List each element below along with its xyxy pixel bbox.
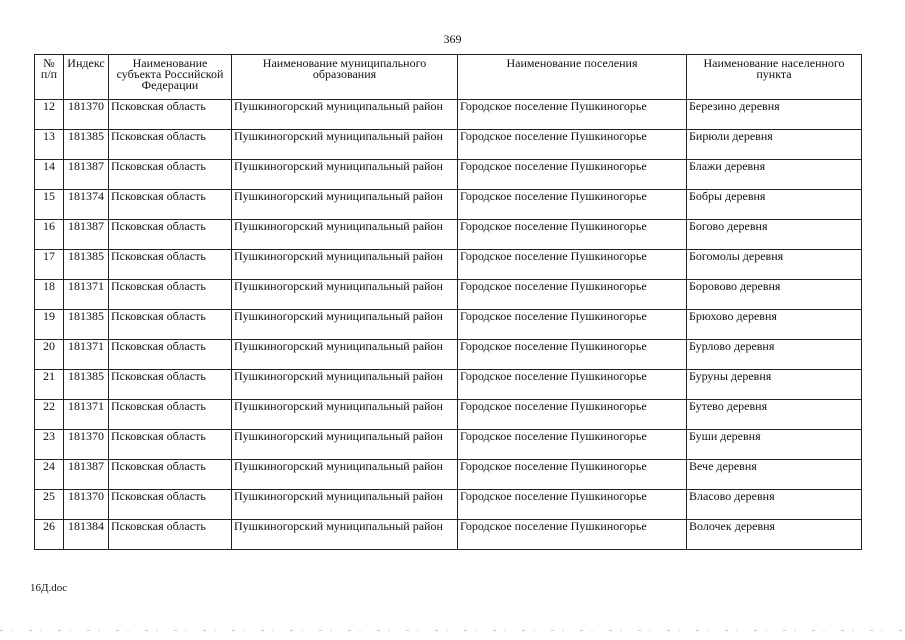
cell-index: 181387: [64, 160, 109, 190]
cell-subject: Псковская область: [109, 280, 232, 310]
cell-index: 181385: [64, 130, 109, 160]
header-municipality: Наименование муниципального образования: [232, 55, 458, 100]
header-index: Индекс: [64, 55, 109, 100]
cell-settlement: Городское поселение Пушкиногорье: [458, 280, 687, 310]
cell-municipality: Пушкиногорский муниципальный район: [232, 220, 458, 250]
cell-num: 24: [35, 460, 64, 490]
cell-subject: Псковская область: [109, 430, 232, 460]
cell-index: 181374: [64, 190, 109, 220]
table-row: [35, 460, 862, 490]
cell-settlement: Городское поселение Пушкиногорье: [458, 310, 687, 340]
cell-subject: Псковская область: [109, 130, 232, 160]
table-row: [35, 250, 862, 280]
cell-municipality: Пушкиногорский муниципальный район: [232, 490, 458, 520]
cell-settlement: Городское поселение Пушкиногорье: [458, 100, 687, 130]
cell-locality: Березино деревня: [687, 100, 862, 130]
cell-settlement: Городское поселение Пушкиногорье: [458, 400, 687, 430]
cell-index: 181385: [64, 310, 109, 340]
cell-index: 181371: [64, 280, 109, 310]
cell-locality: Богомолы деревня: [687, 250, 862, 280]
cell-settlement: Городское поселение Пушкиногорье: [458, 430, 687, 460]
cell-subject: Псковская область: [109, 160, 232, 190]
cell-settlement: Городское поселение Пушкиногорье: [458, 340, 687, 370]
cell-num: 23: [35, 430, 64, 460]
cell-locality: Брюхово деревня: [687, 310, 862, 340]
cell-num: 20: [35, 340, 64, 370]
cell-locality: Блажи деревня: [687, 160, 862, 190]
cell-settlement: Городское поселение Пушкиногорье: [458, 370, 687, 400]
cell-num: 18: [35, 280, 64, 310]
footer-filename: 16Д.doc: [30, 582, 68, 594]
cell-index: 181384: [64, 520, 109, 550]
cell-municipality: Пушкиногорский муниципальный район: [232, 190, 458, 220]
cell-locality: Волочек деревня: [687, 520, 862, 550]
table-row: [35, 100, 862, 130]
cell-settlement: Городское поселение Пушкиногорье: [458, 490, 687, 520]
cell-settlement: Городское поселение Пушкиногорье: [458, 130, 687, 160]
cell-municipality: Пушкиногорский муниципальный район: [232, 400, 458, 430]
cell-settlement: Городское поселение Пушкиногорье: [458, 520, 687, 550]
cell-index: 181387: [64, 460, 109, 490]
cell-index: 181371: [64, 400, 109, 430]
cell-subject: Псковская область: [109, 490, 232, 520]
cell-subject: Псковская область: [109, 340, 232, 370]
table-row: [35, 340, 862, 370]
scan-artifact-line: [0, 630, 905, 631]
cell-index: 181370: [64, 100, 109, 130]
table-body: [35, 100, 862, 550]
cell-subject: Псковская область: [109, 460, 232, 490]
cell-num: 25: [35, 490, 64, 520]
cell-municipality: Пушкиногорский муниципальный район: [232, 370, 458, 400]
cell-locality: Буруны деревня: [687, 370, 862, 400]
cell-locality: Бобры деревня: [687, 190, 862, 220]
cell-locality: Буши деревня: [687, 430, 862, 460]
cell-num: 14: [35, 160, 64, 190]
cell-municipality: Пушкиногорский муниципальный район: [232, 130, 458, 160]
header-settlement: Наименование поселения: [458, 55, 687, 100]
cell-num: 13: [35, 130, 64, 160]
cell-settlement: Городское поселение Пушкиногорье: [458, 250, 687, 280]
settlements-table: [34, 54, 862, 550]
table-header: [35, 55, 862, 100]
header-num: № п/п: [35, 55, 64, 100]
cell-municipality: Пушкиногорский муниципальный район: [232, 160, 458, 190]
cell-subject: Псковская область: [109, 310, 232, 340]
table-row: [35, 430, 862, 460]
cell-locality: Бирюли деревня: [687, 130, 862, 160]
cell-index: 181385: [64, 370, 109, 400]
table-row: [35, 220, 862, 250]
cell-municipality: Пушкиногорский муниципальный район: [232, 340, 458, 370]
cell-subject: Псковская область: [109, 400, 232, 430]
cell-num: 26: [35, 520, 64, 550]
page-number: 369: [443, 32, 462, 46]
cell-municipality: Пушкиногорский муниципальный район: [232, 310, 458, 340]
cell-locality: Бурлово деревня: [687, 340, 862, 370]
cell-num: 21: [35, 370, 64, 400]
header-row: [35, 55, 862, 100]
cell-settlement: Городское поселение Пушкиногорье: [458, 160, 687, 190]
header-subject: Наименование субъекта Российской Федерации: [109, 55, 232, 100]
table-row: [35, 190, 862, 220]
table-row: [35, 280, 862, 310]
cell-municipality: Пушкиногорский муниципальный район: [232, 250, 458, 280]
cell-subject: Псковская область: [109, 520, 232, 550]
cell-subject: Псковская область: [109, 220, 232, 250]
cell-locality: Бутево деревня: [687, 400, 862, 430]
cell-num: 15: [35, 190, 64, 220]
table-row: [35, 310, 862, 340]
cell-index: 181387: [64, 220, 109, 250]
cell-index: 181371: [64, 340, 109, 370]
header-locality: Наименование населенного пункта: [687, 55, 862, 100]
cell-municipality: Пушкиногорский муниципальный район: [232, 460, 458, 490]
table-row: [35, 370, 862, 400]
cell-subject: Псковская область: [109, 250, 232, 280]
cell-settlement: Городское поселение Пушкиногорье: [458, 460, 687, 490]
cell-subject: Псковская область: [109, 190, 232, 220]
cell-num: 12: [35, 100, 64, 130]
cell-locality: Вече деревня: [687, 460, 862, 490]
cell-locality: Власово деревня: [687, 490, 862, 520]
cell-subject: Псковская область: [109, 370, 232, 400]
cell-index: 181370: [64, 430, 109, 460]
cell-num: 17: [35, 250, 64, 280]
cell-municipality: Пушкиногорский муниципальный район: [232, 430, 458, 460]
cell-index: 181370: [64, 490, 109, 520]
cell-index: 181385: [64, 250, 109, 280]
table-row: [35, 490, 862, 520]
table-row: [35, 160, 862, 190]
cell-municipality: Пушкиногорский муниципальный район: [232, 520, 458, 550]
cell-settlement: Городское поселение Пушкиногорье: [458, 220, 687, 250]
cell-num: 16: [35, 220, 64, 250]
cell-settlement: Городское поселение Пушкиногорье: [458, 190, 687, 220]
cell-locality: Боровово деревня: [687, 280, 862, 310]
table-row: [35, 130, 862, 160]
cell-subject: Псковская область: [109, 100, 232, 130]
cell-locality: Богово деревня: [687, 220, 862, 250]
cell-num: 22: [35, 400, 64, 430]
table-row: [35, 520, 862, 550]
cell-municipality: Пушкиногорский муниципальный район: [232, 280, 458, 310]
table-row: [35, 400, 862, 430]
cell-num: 19: [35, 310, 64, 340]
cell-municipality: Пушкиногорский муниципальный район: [232, 100, 458, 130]
